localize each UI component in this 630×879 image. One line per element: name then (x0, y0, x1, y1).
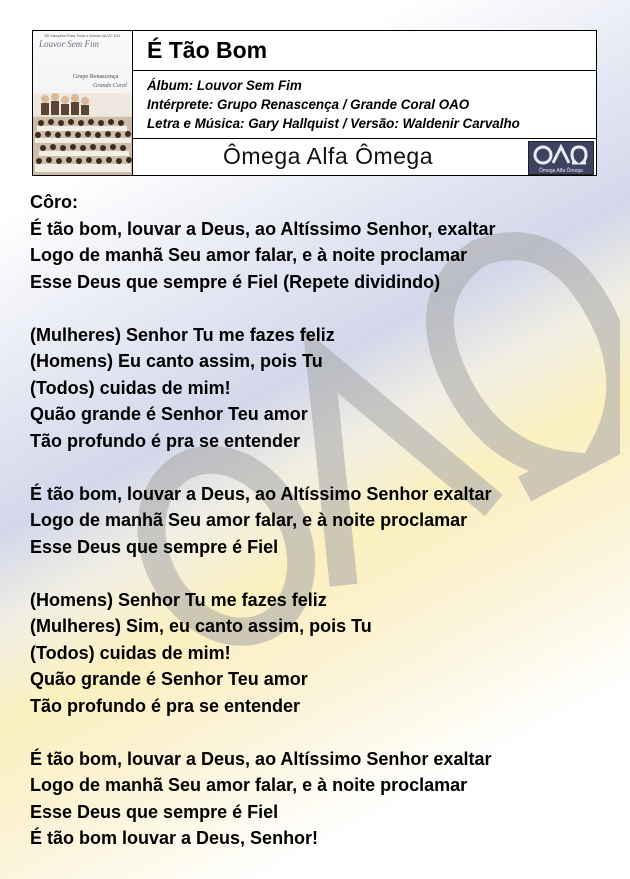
lyric-line: É tão bom, louvar a Deus, ao Altíssimo Senhor exaltar (30, 748, 492, 769)
lyric-line: Quão grande é Senhor Teu amor (30, 669, 308, 689)
lyric-line: É tão bom, louvar a Deus, ao Altíssimo Senhor, exaltar (30, 218, 496, 239)
brand-name: Ômega Alfa Ômega (223, 143, 433, 169)
lyric-line: Esse Deus que sempre é Fiel (30, 536, 279, 557)
interprete-line: Intérprete: Grupo Renascença / Grande Coral OAO (147, 97, 470, 112)
cover-group: Grupo Renascença (73, 74, 119, 80)
lyric-line: Esse Deus que sempre é Fiel (30, 801, 279, 822)
brand-cell (133, 139, 596, 175)
lyrics (30, 189, 620, 852)
stanza-gap (30, 454, 620, 481)
album-cover (33, 31, 133, 175)
oao-logo (528, 141, 594, 175)
lyric-line: Logo de manhã Seu amor falar, e à noite proclamar (30, 510, 468, 530)
song-title: É Tão Bom (147, 37, 268, 63)
lyric-line: Tão profundo é pra se entender (30, 695, 301, 716)
authors-line: Letra e Música: Gary Hallquist / Versão: Waldenir Carvalho (147, 116, 520, 131)
logo-caption: Ômega Alfa Ômega (539, 168, 583, 174)
stanza-gap (30, 719, 620, 746)
lyric-line: Esse Deus que sempre é Fiel (Repete dividindo) (30, 271, 441, 292)
lyric-line: Quão grande é Senhor Teu amor (30, 404, 308, 424)
album-line: Álbum: Louvor Sem Fim (147, 78, 302, 93)
lyric-line: Logo de manhã Seu amor falar, e à noite proclamar (30, 775, 468, 795)
title-cell (133, 31, 596, 71)
lyric-line: (Mulheres) Senhor Tu me fazes feliz (30, 324, 335, 345)
song-info (133, 71, 596, 139)
lyric-line: (Todos) cuidas de mim! (30, 377, 231, 398)
song-header (32, 30, 597, 176)
lyric-line: Côro: (30, 192, 78, 212)
lyric-line: (Homens) Senhor Tu me fazes feliz (30, 589, 327, 610)
cover-top-text: 50 Samples Para Todo o Mundo ALVC 531 (44, 33, 121, 38)
lyric-line: (Todos) cuidas de mim! (30, 642, 231, 663)
lyric-line: É tão bom, louvar a Deus, ao Altíssimo Senhor exaltar (30, 483, 492, 504)
stanza-gap (30, 295, 620, 322)
cover-coral: Grande Coral (93, 83, 127, 89)
cover-title: Louvor Sem Fim (39, 39, 99, 49)
lyric-line: É tão bom louvar a Deus, Senhor! (30, 828, 319, 848)
lyric-line: (Homens) Eu canto assim, pois Tu (30, 351, 323, 371)
lyric-line: Tão profundo é pra se entender (30, 430, 301, 451)
lyric-line: (Mulheres) Sim, eu canto assim, pois Tu (30, 616, 372, 636)
choir-photo (33, 31, 133, 175)
stanza-gap (30, 560, 620, 587)
lyric-line: Logo de manhã Seu amor falar, e à noite proclamar (30, 245, 468, 265)
